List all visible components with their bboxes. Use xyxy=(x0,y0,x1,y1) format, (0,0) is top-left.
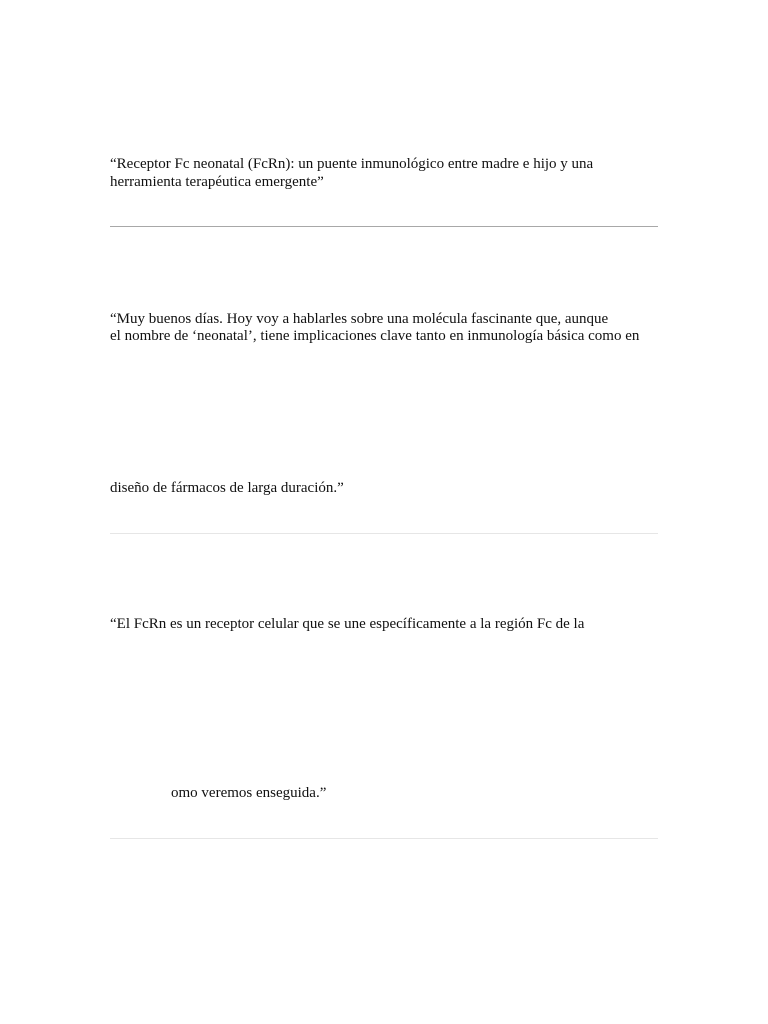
document-title-line-2: herramienta terapéutica emergente” xyxy=(110,174,324,190)
paragraph-2-divider xyxy=(110,838,658,839)
paragraph-1-line-2: el nombre de ‘neonatal’, tiene implicaciones clave tanto en inmunología básica como en xyxy=(110,328,640,344)
paragraph-1-divider xyxy=(110,533,658,534)
paragraph-2-line-2: omo veremos enseguida.” xyxy=(171,785,327,801)
title-divider xyxy=(110,226,658,227)
document-title-line-1: “Receptor Fc neonatal (FcRn): un puente inmunológico entre madre e hijo y una xyxy=(110,156,594,172)
paragraph-1-line-3: diseño de fármacos de larga duración.” xyxy=(110,480,344,496)
paragraph-1-line-1: “Muy buenos días. Hoy voy a hablarles sobre una molécula fascinante que, aunque xyxy=(110,311,609,327)
paragraph-2-line-1: “El FcRn es un receptor celular que se une específicamente a la región Fc de la xyxy=(110,616,585,632)
